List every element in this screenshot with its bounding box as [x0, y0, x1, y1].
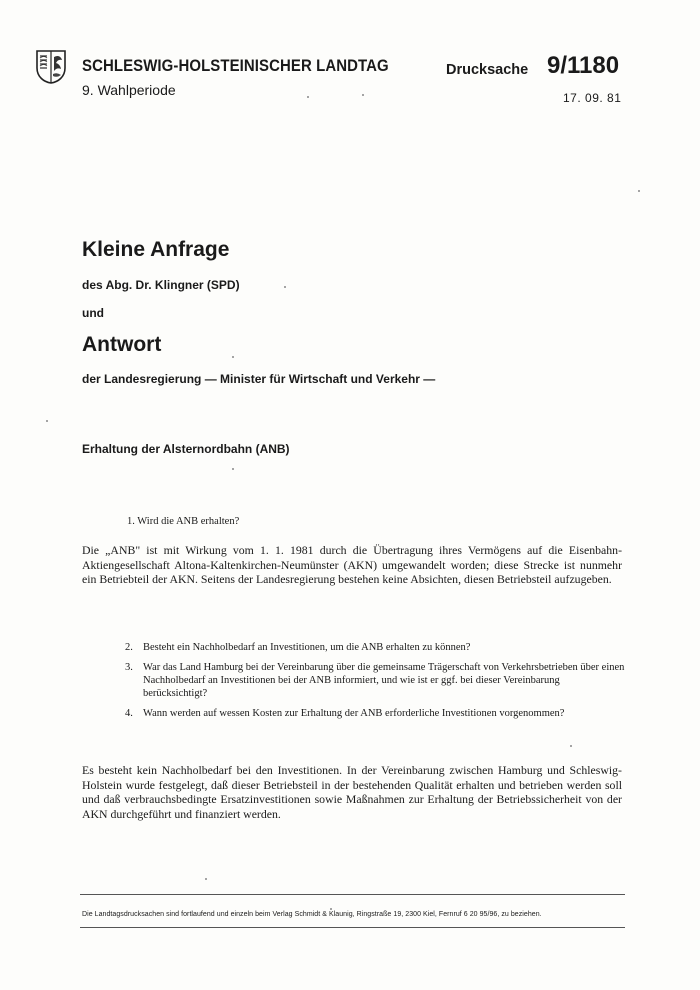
- scan-speck: [232, 356, 234, 358]
- coat-of-arms-icon: [36, 50, 66, 84]
- scan-speck: [46, 420, 48, 422]
- question-list: [125, 641, 625, 727]
- inquirer: des Abg. Dr. Klingner (SPD): [82, 278, 240, 292]
- respondent: der Landesregierung — Minister für Wirtschaft und Verkehr —: [82, 372, 436, 386]
- question-text: Besteht ein Nachholbedarf an Investitionen, um die ANB erhalten zu können?: [143, 642, 471, 653]
- title-antwort: Antwort: [82, 333, 162, 356]
- scan-speck: [307, 96, 309, 98]
- drucksache-label: Drucksache: [446, 62, 529, 78]
- scan-speck: [330, 908, 332, 910]
- footer-note: Die Landtagsdrucksachen sind fortlaufend und einzeln beim Verlag Schmidt & Klaunig, Ringstraße 19, 2300 Kiel, Fernruf 6 20 95/96, zu beziehen.: [82, 911, 542, 918]
- question-number: 2.: [125, 642, 133, 653]
- answer-2: Es besteht kein Nachholbedarf bei den Investitionen. In der Vereinbarung zwischen Hamburg und Schleswig-Holstein wurde festgelegt, daß dieser Betriebsteil in der bestehenden Qualität erhalten und betrieben werden soll und daß verbrauchsbedingte Ersatzinvestitionen sowie Maßnahmen zur Erhaltung der Betriebssicherheit von der AKN durchgeführt und finanziert werden.: [82, 763, 622, 821]
- footer-divider: [80, 894, 625, 895]
- question-text: Wann werden auf wessen Kosten zur Erhaltung der ANB erforderliche Investitionen vorgenommen?: [143, 708, 565, 719]
- question-text: War das Land Hamburg bei der Vereinbarung über die gemeinsame Trägerschaft von Verkehrsbetrieben über einen Nachholbedarf an Investitionen bei der ANB informiert, und wie ist er ggf. bei dieser Vereinbarung berücksichtigt?: [143, 662, 625, 699]
- document-date: 17. 09. 81: [563, 91, 622, 105]
- scan-speck: [362, 94, 364, 96]
- list-item: [125, 641, 625, 654]
- scan-speck: [232, 468, 234, 470]
- conjunction-und: und: [82, 306, 104, 320]
- legislative-period: 9. Wahlperiode: [82, 82, 176, 98]
- parliament-name: SCHLESWIG-HOLSTEINISCHER LANDTAG: [82, 56, 389, 75]
- answer-1: Die „ANB" ist mit Wirkung vom 1. 1. 1981 durch die Übertragung ihres Vermögens auf die Eisenbahn-Aktiengesellschaft Altona-Kaltenkirchen-Neumünster (AKN) umgewandelt worden; diese Strecke ist nunmehr ein Betriebteil der AKN. Seitens der Landesregierung bestehen keine Absichten, diesen Betriebsteil aufzugeben.: [82, 543, 622, 586]
- drucksache-number: 9/1180: [547, 52, 620, 79]
- question-number: 4.: [125, 708, 133, 719]
- scan-speck: [284, 286, 286, 288]
- list-item: [125, 707, 625, 720]
- scan-speck: [570, 745, 572, 747]
- topic-heading: Erhaltung der Alsternordbahn (ANB): [82, 442, 290, 456]
- title-kleine-anfrage: Kleine Anfrage: [82, 238, 230, 261]
- question-1: 1. Wird die ANB erhalten?: [127, 516, 240, 527]
- list-item: [125, 661, 625, 700]
- scan-speck: [205, 878, 207, 880]
- scan-speck: [638, 190, 640, 192]
- question-number: 3.: [125, 662, 133, 673]
- footer-divider: [80, 927, 625, 928]
